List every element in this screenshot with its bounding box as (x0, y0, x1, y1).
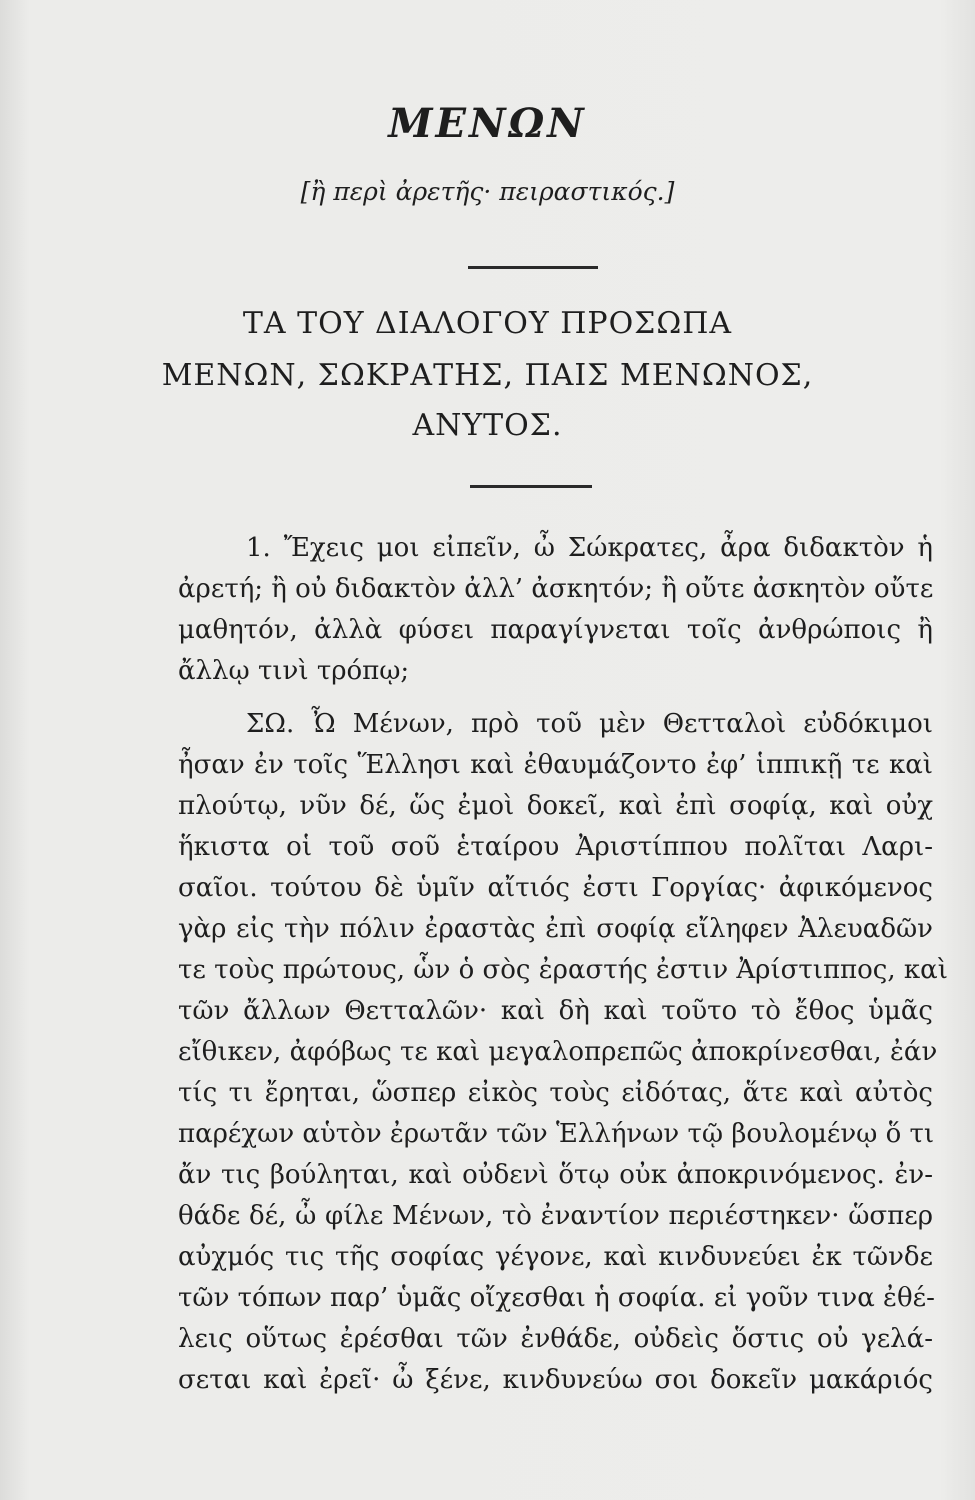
text-line: σεται καὶ ἐρεῖ· ὦ ξένε, κινδυνεύω σοι δοκεῖν μακάριός (178, 1365, 933, 1395)
text-line: ἄλλῳ τινὶ τρόπῳ; (178, 656, 410, 686)
persons-heading: ΤΑ ΤΟΥ ΔΙΑΛΟΓΟΥ ΠΡΟΣΩΠΑ (242, 306, 733, 341)
text-line: ἄν τις βούληται, καὶ οὐδενὶ ὅτῳ οὐκ ἀποκρινόμενος. ἐν- (178, 1160, 933, 1190)
text-line: μαθητόν, ἀλλὰ φύσει παραγίγνεται τοῖς ἀνθρώποις ἢ (178, 615, 933, 645)
text-line: πλούτῳ, νῦν δέ, ὥς ἐμοὶ δοκεῖ, καὶ ἐπὶ σοφίᾳ, καὶ οὐχ (178, 791, 933, 821)
text-line: λεις οὕτως ἐρέσθαι τῶν ἐνθάδε, οὐδεὶς ὅστις οὐ γελά- (178, 1324, 933, 1354)
text-line: θάδε δέ, ὦ φίλε Μένων, τὸ ἐναντίον περιέστηκεν· ὥσπερ (178, 1201, 933, 1231)
text-line: αὐχμός τις τῆς σοφίας γέγονε, καὶ κινδυνεύει ἐκ τῶνδε (178, 1242, 933, 1272)
text-line: γὰρ εἰς τὴν πόλιν ἐραστὰς ἐπὶ σοφίᾳ εἴληφεν Ἀλευαδῶν (178, 914, 933, 944)
dialogue-subtitle: [ἢ περὶ ἀρετῆς· πειραστικός.] (300, 177, 675, 206)
text-line: εἴθικεν, ἀφόβως τε καὶ μεγαλοπρεπῶς ἀποκρίνεσθαι, ἐάν (178, 1037, 938, 1067)
text-line: ΣΩ. Ὦ Μένων, πρὸ τοῦ μὲν Θετταλοὶ εὐδόκιμοι (246, 709, 933, 739)
text-line: σαῖοι. τούτου δὲ ὑμῖν αἴτιός ἐστι Γοργίας· ἀφικόμενος (178, 873, 933, 903)
text-line: παρέχων αὑτὸν ἐρωτᾶν τῶν Ἑλλήνων τῷ βουλομένῳ ὅ τι (178, 1119, 935, 1149)
dialogue-title: ΜΕΝΩΝ (388, 100, 587, 147)
divider-rule (470, 485, 592, 488)
text-line: ἀρετή; ἢ οὐ διδακτὸν ἀλλ’ ἀσκητόν; ἢ οὔτε ἀσκητὸν οὔτε (178, 574, 934, 604)
text-line: τῶν ἄλλων Θετταλῶν· καὶ δὴ καὶ τοῦτο τὸ ἔθος ὑμᾶς (178, 996, 933, 1026)
text-line: τε τοὺς πρώτους, ὧν ὁ σὸς ἐραστής ἐστιν Ἀρίστιππος, καὶ (178, 955, 948, 985)
text-line: τῶν τόπων παρ’ ὑμᾶς οἴχεσθαι ἡ σοφία. εἰ γοῦν τινα ἐθέ- (178, 1283, 935, 1313)
text-line: ἦσαν ἐν τοῖς Ἕλλησι καὶ ἐθαυμάζοντο ἐφ’ ἱππικῇ τε καὶ (178, 750, 933, 780)
dialogue-text (178, 528, 948, 1401)
divider-rule (468, 266, 598, 269)
text-line: ἥκιστα οἱ τοῦ σοῦ ἑταίρου Ἀριστίππου πολῖται Λαρι- (178, 832, 933, 862)
text-line: τίς τι ἔρηται, ὥσπερ εἰκὸς τοὺς εἰδότας, ἅτε καὶ αὐτὸς (178, 1078, 933, 1108)
text-line: 1. Ἔχεις μοι εἰπεῖν, ὦ Σώκρατες, ἆρα διδακτὸν ἡ (246, 533, 933, 563)
persons-list-continued: ΑΝΥΤΟΣ. (412, 408, 563, 443)
persons-list: ΜΕΝΩΝ, ΣΩΚΡΑΤΗΣ, ΠΑΙΣ ΜΕΝΩΝΟΣ, (161, 358, 814, 393)
